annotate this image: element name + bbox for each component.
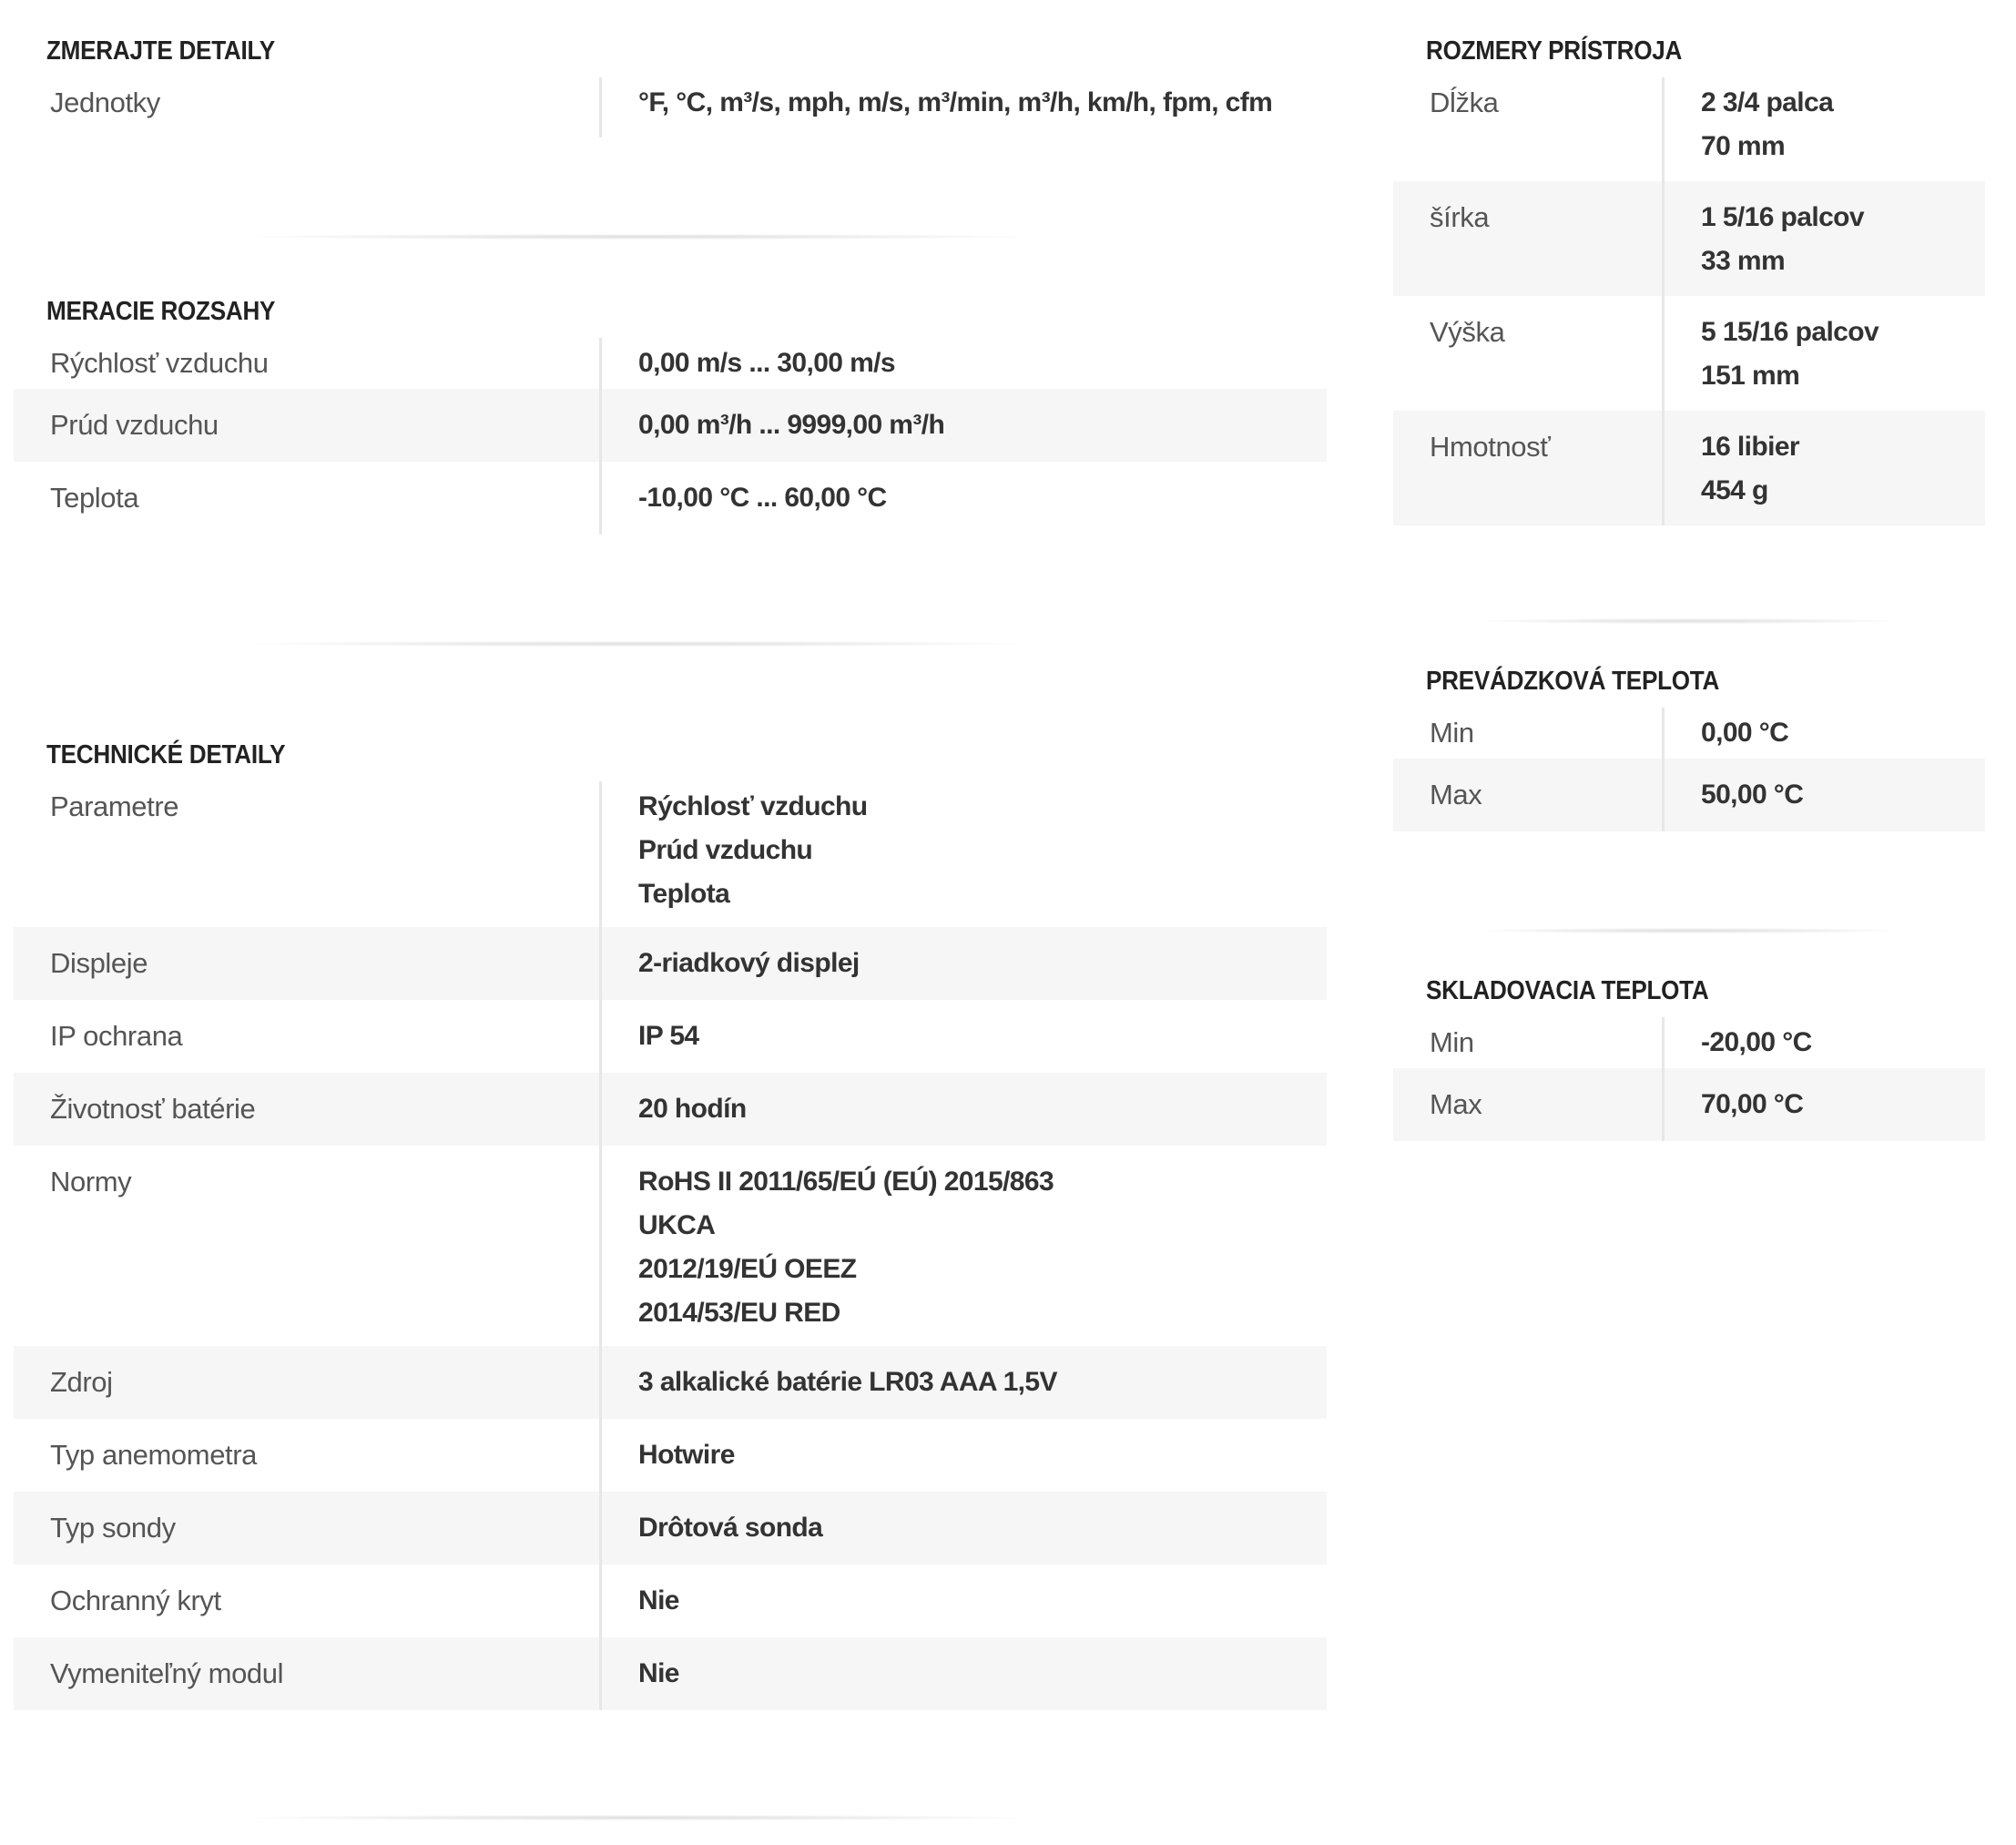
value-line: 2 3/4 palca: [1701, 87, 1834, 117]
operating-temp-section: [1393, 667, 1985, 831]
row-label: Displeje: [14, 927, 601, 1000]
row-value: 2-riadkový displej: [601, 927, 1328, 1000]
row-label: Výška: [1430, 316, 1505, 348]
value-line: Teplota: [638, 879, 730, 909]
row-label: Prúd vzduchu: [14, 389, 601, 462]
table-row: [14, 1637, 1327, 1710]
row-value: 0,00 °C: [1664, 708, 1986, 759]
measure-details-section: [14, 36, 1327, 138]
row-value: 0,00 m/s ... 30,00 m/s: [601, 338, 1328, 389]
value-line: 33 mm: [1701, 246, 1786, 276]
row-label: Hmotnosť: [1393, 411, 1664, 525]
row-value: 3 alkalické batérie LR03 AAA 1,5V: [601, 1346, 1328, 1419]
row-value: Hotwire: [601, 1419, 1328, 1492]
section-divider: [1484, 618, 1894, 624]
storage-temp-section: [1393, 976, 1985, 1141]
row-value: IP 54: [601, 1000, 1328, 1073]
table-row: [1393, 411, 1985, 525]
row-value: °F, °C, m³/s, mph, m/s, m³/min, m³/h, km/h, fpm, cfm: [601, 77, 1328, 138]
value-line: Rýchlosť vzduchu: [638, 791, 868, 821]
row-label: Typ sondy: [14, 1492, 601, 1565]
row-value: 0,00 m³/h ... 9999,00 m³/h: [601, 389, 1328, 462]
table-row: [1393, 1068, 1985, 1141]
table-row: [14, 462, 1327, 535]
row-label: Max: [1393, 759, 1664, 831]
value-line: 454 g: [1701, 475, 1768, 505]
row-label: Min: [1430, 717, 1474, 749]
value-line: 2014/53/EU RED: [638, 1298, 840, 1328]
value-line: 151 mm: [1701, 361, 1800, 391]
table-row: [14, 77, 1327, 138]
row-label: IP ochrana: [50, 1020, 183, 1052]
row-label: Vymeniteľný modul: [14, 1637, 601, 1710]
value-line: 5 15/16 palcov: [1701, 317, 1879, 347]
technical-table: [14, 781, 1327, 1710]
value-line: Prúd vzduchu: [638, 835, 813, 865]
row-label: Ochranný kryt: [50, 1585, 221, 1616]
table-row: [14, 1565, 1327, 1637]
row-value: [601, 781, 1328, 927]
row-value: Drôtová sonda: [601, 1492, 1328, 1565]
table-row: [14, 1000, 1327, 1073]
table-row: [14, 781, 1327, 927]
row-label: Zdroj: [14, 1346, 601, 1419]
value-line: 1 5/16 palcov: [1701, 202, 1864, 232]
storage-temp-table: [1393, 1017, 1985, 1141]
value-line: 2012/19/EÚ OEEZ: [638, 1254, 857, 1284]
row-value: [1664, 411, 1986, 525]
table-row: [1393, 759, 1985, 831]
row-value: 70,00 °C: [1664, 1068, 1986, 1141]
row-value: [1664, 77, 1986, 181]
section-title: TECHNICKÉ DETAILY: [46, 740, 286, 770]
section-divider: [1484, 928, 1894, 933]
table-row: [14, 1419, 1327, 1492]
row-value: -10,00 °C ... 60,00 °C: [601, 462, 1328, 535]
ranges-section: [14, 297, 1327, 535]
row-value: Nie: [601, 1565, 1328, 1637]
table-row: [14, 389, 1327, 462]
section-title: SKLADOVACIA TEPLOTA: [1426, 976, 1709, 1005]
value-line: 70 mm: [1701, 131, 1786, 161]
dimensions-table: [1393, 77, 1985, 525]
value-line: UKCA: [638, 1210, 716, 1240]
section-divider: [250, 234, 1024, 240]
row-label: Max: [1393, 1068, 1664, 1141]
table-row: [14, 1073, 1327, 1146]
row-value: [601, 1146, 1328, 1346]
section-divider: [250, 1815, 1024, 1820]
row-label: Teplota: [50, 482, 139, 514]
row-value: [1664, 296, 1986, 411]
row-value: 50,00 °C: [1664, 759, 1986, 831]
operating-temp-table: [1393, 708, 1985, 831]
row-label: Parametre: [50, 790, 179, 822]
section-title: PREVÁDZKOVÁ TEPLOTA: [1426, 667, 1720, 696]
value-line: RoHS II 2011/65/EÚ (EÚ) 2015/863: [638, 1167, 1054, 1197]
section-divider: [250, 641, 1024, 647]
row-value: Nie: [601, 1637, 1328, 1710]
row-label: Životnosť batérie: [14, 1073, 601, 1146]
row-label: Min: [1430, 1026, 1474, 1058]
row-label: šírka: [1393, 181, 1664, 296]
measure-details-table: [14, 77, 1327, 138]
row-label: Normy: [50, 1166, 132, 1198]
table-row: [1393, 1017, 1985, 1068]
table-row: [14, 927, 1327, 1000]
section-title: ROZMERY PRÍSTROJA: [1426, 36, 1683, 66]
ranges-table: [14, 338, 1327, 535]
row-label: Jednotky: [50, 87, 160, 118]
table-row: [14, 1146, 1327, 1346]
section-title: MERACIE ROZSAHY: [46, 297, 276, 326]
table-row: [1393, 181, 1985, 296]
row-label: Rýchlosť vzduchu: [50, 347, 269, 379]
table-row: [1393, 296, 1985, 411]
table-row: [14, 1492, 1327, 1565]
row-label: Typ anemometra: [50, 1439, 258, 1471]
row-value: [1664, 181, 1986, 296]
row-value: -20,00 °C: [1664, 1017, 1986, 1068]
section-title: ZMERAJTE DETAILY: [46, 36, 275, 66]
dimensions-section: [1393, 36, 1985, 525]
value-line: 16 libier: [1701, 432, 1799, 462]
row-value: 20 hodín: [601, 1073, 1328, 1146]
table-row: [1393, 77, 1985, 181]
row-label: Dĺžka: [1430, 87, 1499, 118]
table-row: [14, 338, 1327, 389]
technical-section: [14, 740, 1327, 1710]
table-row: [1393, 708, 1985, 759]
table-row: [14, 1346, 1327, 1419]
